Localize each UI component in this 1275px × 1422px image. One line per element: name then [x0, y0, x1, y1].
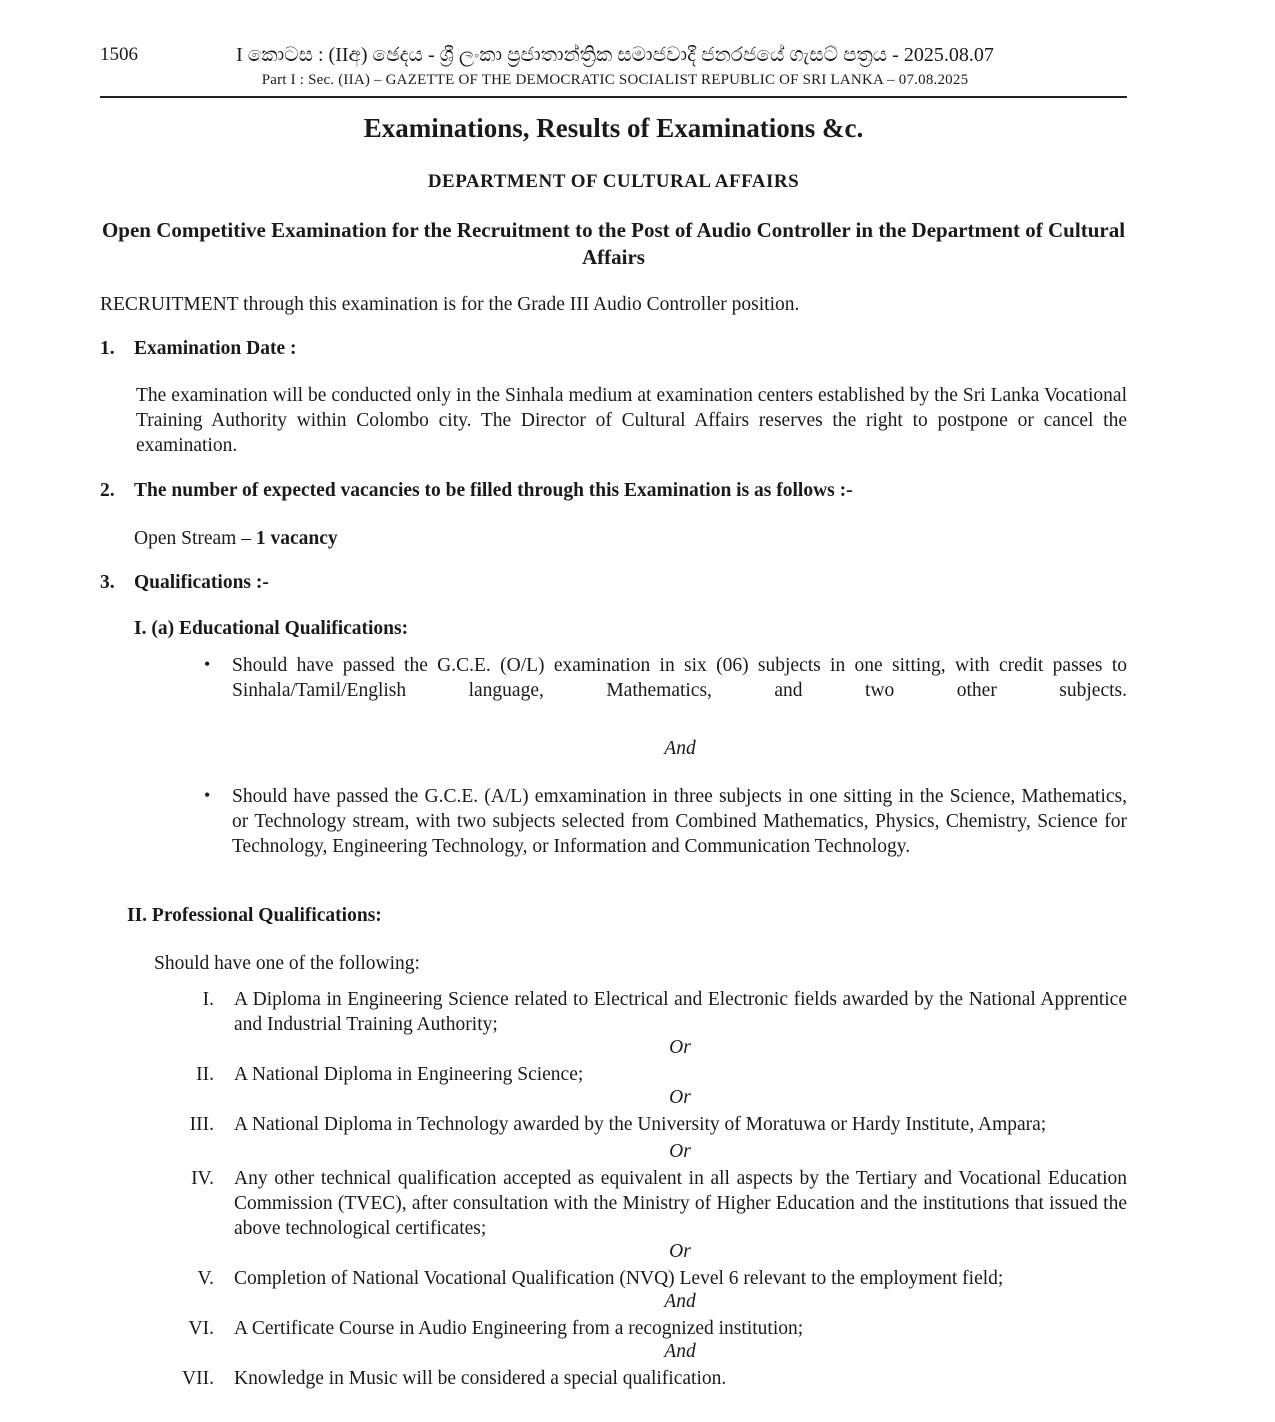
open-stream-line — [134, 526, 338, 551]
list-item: Any other technical qualification accepted as equivalent in all aspects by the Tertiary and Vocational Education Commission (TVEC), after consultation with the Ministry of Higher Education and the institutions that issued the above technological certificates; — [234, 1168, 1127, 1239]
section-1-text: The examination will be conducted only in the Sinhala medium at examination centers established by the Sri Lanka Vocational Training Authority within Colombo city. The Director of Cultural Affairs reserves the right to postpone or cancel the examination. — [136, 385, 1127, 456]
list-item-number: V. — [197, 1268, 214, 1289]
and-conjunction: And — [664, 1341, 696, 1362]
section-1-number: 1. — [100, 338, 115, 359]
and-conjunction: And — [664, 1291, 696, 1312]
ol-qualification: Should have passed the G.C.E. (O/L) examination in six (06) subjects in one sitting, with credit passes to Sinhala/Tamil/English language, Mathematics, and two other subjects. — [232, 655, 1127, 701]
or-conjunction: Or — [669, 1141, 691, 1162]
section-2-heading: The number of expected vacancies to be filled through this Examination is as follows :- — [134, 480, 853, 501]
or-conjunction: Or — [669, 1087, 691, 1108]
page-number: 1506 — [100, 44, 138, 65]
or-conjunction: Or — [669, 1241, 691, 1262]
and-conjunction: And — [664, 738, 696, 759]
gazette-header-sinhala: I කොටස : (IIඅ) ඡෙදය - ශ්‍රී ලංකා ප්‍රජාතාන්ත්‍රික සමාජවාදී ජනරජයේ ගැසට් පත්‍රය - 2025.08.07 — [236, 44, 994, 66]
open-stream-label: Open Stream – — [134, 528, 251, 549]
exam-title: Open Competitive Examination for the Recruitment to the Post of Audio Controller in the Department of Cultural Affairs — [101, 218, 1126, 269]
professional-intro: Should have one of the following: — [154, 953, 420, 974]
bullet-icon: • — [204, 654, 211, 674]
list-item: Knowledge in Music will be considered a special qualification. — [234, 1368, 727, 1389]
open-stream-vacancy: 1 vacancy — [255, 528, 338, 549]
al-qualification: Should have passed the G.C.E. (A/L) emxamination in three subjects in one sitting in the Science, Mathematics, or Technology stream, with two subjects selected from Combined Mathematics, Physics, Chemistry, Science for Technology, Engineering Technology, or Information and Communication Technology. — [232, 786, 1127, 857]
list-item: A National Diploma in Technology awarded by the University of Moratuwa or Hardy Institute, Ampara; — [234, 1114, 1047, 1135]
list-item: A Diploma in Engineering Science related to Electrical and Electronic fields awarded by the National Apprentice and Industrial Training Authority; — [234, 989, 1127, 1035]
header-divider — [100, 96, 1127, 98]
list-item: Completion of National Vocational Qualification (NVQ) Level 6 relevant to the employment field; — [234, 1268, 1004, 1289]
intro-paragraph: RECRUITMENT through this examination is for the Grade III Audio Controller position. — [100, 294, 800, 315]
list-item-number: VII. — [182, 1368, 214, 1389]
list-item-number: II. — [196, 1064, 214, 1085]
section-2-number: 2. — [100, 480, 115, 501]
section-1-heading: Examination Date : — [134, 338, 297, 359]
section-3-number: 3. — [100, 572, 115, 593]
gazette-header-english: Part I : Sec. (IIA) – GAZETTE OF THE DEMOCRATIC SOCIALIST REPUBLIC OF SRI LANKA – 07.08.2025 — [261, 72, 969, 88]
section-title: Examinations, Results of Examinations &c. — [363, 113, 864, 143]
list-item-number: IV. — [191, 1168, 214, 1189]
list-item-number: I. — [202, 989, 214, 1010]
list-item-number: VI. — [188, 1318, 214, 1339]
or-conjunction: Or — [669, 1037, 691, 1058]
professional-qualifications-heading: II. Professional Qualifications: — [127, 905, 382, 926]
list-item-number: III. — [189, 1114, 214, 1135]
educational-qualifications-heading: I. (a) Educational Qualifications: — [134, 618, 409, 639]
section-3-heading: Qualifications :- — [134, 572, 269, 593]
department-name: DEPARTMENT OF CULTURAL AFFAIRS — [427, 171, 800, 192]
bullet-icon: • — [204, 785, 211, 805]
list-item: A National Diploma in Engineering Science; — [234, 1064, 584, 1085]
list-item: A Certificate Course in Audio Engineering from a recognized institution; — [234, 1318, 804, 1339]
